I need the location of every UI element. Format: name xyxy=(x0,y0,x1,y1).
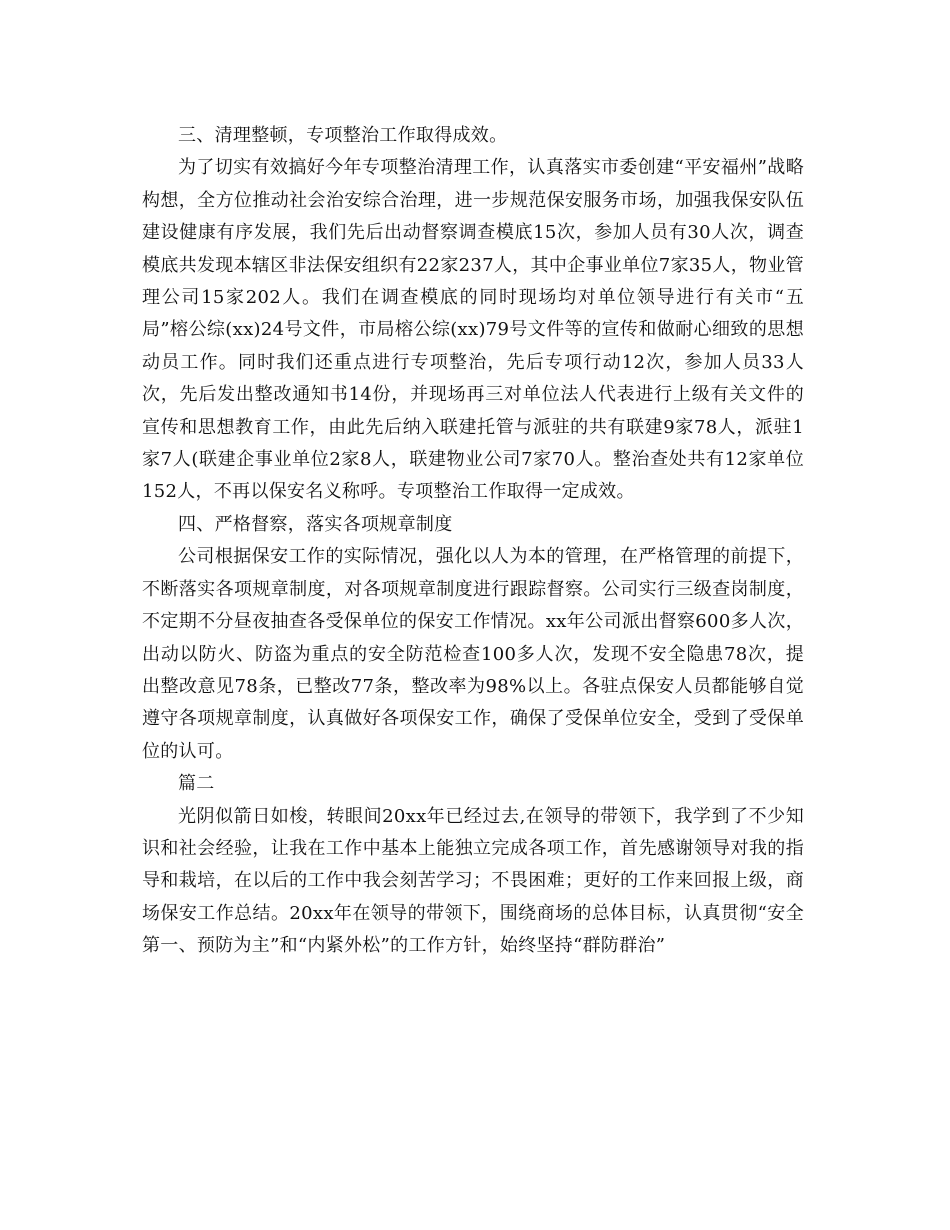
part-2-paragraph: 光阴似箭日如梭，转眼间20xx年已经过去,在领导的带领下，我学到了不少知识和社会经验，让我在工作中基本上能独立完成各项工作，首先感谢领导对我的指导和栽培，在以后的工作中我会刻苦学习；不畏困难；更好的工作来回报上级，商场保安工作总结。20xx年在领导的带领下，围绕商场的总体目标，认真贯彻“安全第一、预防为主”和“内紧外松”的工作方针，始终坚持“群防群治” xyxy=(142,805,804,957)
section-3-heading: 三、清理整顿，专项整治工作取得成效。 xyxy=(178,125,508,146)
section-4-paragraph: 公司根据保安工作的实际情况，强化以人为本的管理，在严格管理的前提下，不断落实各项规章制度，对各项规章制度进行跟踪督察。公司实行三级查岗制度，不定期不分昼夜抽查各受保单位的保安工作情况。xx年公司派出督察600多人次，出动以防火、防盗为重点的安全防范检查100多人次，发现不安全隐患78次，提出整改意见78条，已整改77条，整改率为98%以上。各驻点保安人员都能够自觉遵守各项规章制度，认真做好各项保安工作，确保了受保单位安全，受到了受保单位的认可。 xyxy=(142,546,804,762)
section-4-heading: 四、严格督察，落实各项规章制度 xyxy=(178,513,453,535)
document-body xyxy=(142,120,804,963)
part-2-heading: 篇二 xyxy=(178,773,215,795)
section-3-paragraph: 为了切实有效搞好今年专项整治清理工作，认真落实市委创建“平安福州”战略构想，全方位推动社会治安综合治理，进一步规范保安服务市场，加强我保安队伍建设健康有序发展，我们先后出动督察调查模底15次，参加人员有30人次，调查模底共发现本辖区非法保安组织有22家237人，其中企事业单位7家35人，物业管理公司15家202人。我们在调查模底的同时现场均对单位领导进行有关市“五局”榕公综(xx)24号文件，市局榕公综(xx)79号文件等的宣传和做耐心细致的思想动员工作。同时我们还重点进行专项整治，先后专项行动12次，参加人员33人次，先后发出整改通知书14份，并现场再三对单位法人代表进行上级有关文件的宣传和思想教育工作，由此先后纳入联建托管与派驻的共有联建9家78人，派驻1家7人(联建企事业单位2家8人，联建物业公司7家70人。整治查处共有12家单位152人，不再以保安名义称呼。专项整治工作取得一定成效。 xyxy=(142,157,804,503)
